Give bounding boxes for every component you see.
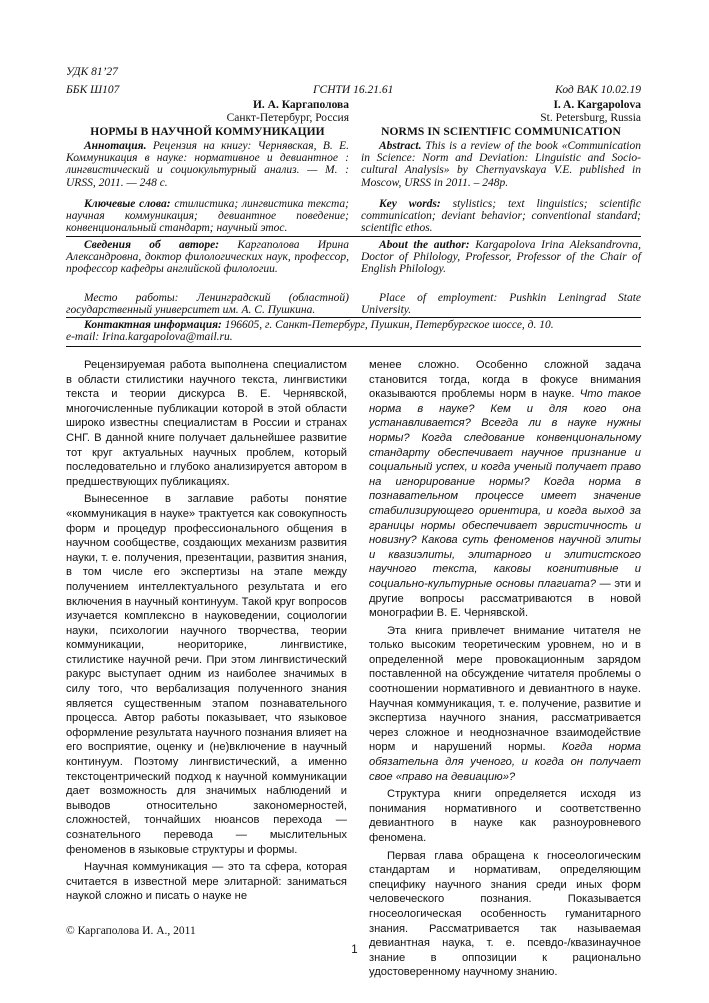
body-questions-italic: Что такое норма в науке? Кем и для кого она устанавливается? Всегда ли в науке нужны нормы? Когда следование конвенциональному стандарту обеспечивает научное признание и социальный успех, и когда ученый получает право на игнорирование нормы? Когда норма в познавательном процессе имеет значение стабилизирующего ориентира, и когда выход за границы нормы обеспечивает эвристичность и новизну? Какова суть феноменов научной элиты и квазиэлиты, элитарного и элитистского научного текста, каковы когнитивные и социально-культурные основы плагиата? xyxy=(369,388,642,590)
body-column-left xyxy=(66,358,347,907)
body-text: Эта книга привлечет внимание читателя не только высоким теоретическим уровнем, но и в определенной мере провокационным зарядом поставленной на обсуждение читателя проблемы о соотношении нормативного и девиантного в науке. Научная коммуникация, т. е. получение, развитие и экспертиза научного знания, рассматривается через сложное и неоднозначное взаимодействие норм и нарушений нормы. xyxy=(369,624,641,754)
body-paragraph: Структура книги определяется исходя из понимания нормативного и соответственно девиантного в науке как разноуровневого феномена. xyxy=(369,788,641,844)
body-text: менее сложно. Особенно сложной задача становится тогда, когда в фокусе внимания оказываются проблемы норм в науке. xyxy=(369,359,641,401)
body-paragraph xyxy=(369,624,641,785)
body-paragraph: Первая глава обращена к гносеологическим стандартам и нормативам, определяющим специфику научного знания среди иных форм человеческого познания. Показывается гносеологическая особенность гуманитарного знания. Рассматривается так называемая девиантная наука, т. е. псевдо-/квазинаучное знание в оппозиции к рационально удостоверенному научному знанию. xyxy=(369,849,641,979)
article-title-ru: НОРМЫ В НАУЧНОЙ КОММУНИКАЦИИ xyxy=(90,126,325,138)
abstract-label-en: Abstract. xyxy=(379,140,422,152)
about-text-en: Kargapolova Irina Aleksandrovna, Doctor of Philology, Professor, Professor of the Chair of English Philology. xyxy=(361,239,642,276)
body-paragraph: Вынесенное в заглавие работы понятие «коммуникация в науке» трактуется как совокупность форм и процедур профессионального общения в научном сообществе, создающих механизм развития науки, т. е. получения, презентации, развития знания, в том числе его экспертизы на этапе между получением интеллектуального результата и его включения в научный континуум. Такой круг вопросов изучается комплексно в науковедении, социологии науки, психологии научного творчества, теории коммуникации, неориторике, лингвистике, стилистике научной речи. При этом лингвистический ракурс выступает одним из наиболее значимых в силу того, что вербализация полученного знания является существенным этапом познавательного процесса. Автор работы показывает, что языковое оформление результата научного познания влияет на его восприятие, оценку и (не)включение в научный континуум. Поэтому лингвистический, а именно текстоцентрический подход к научной коммуникации дает возможность для значимых наблюдений и выводов относительно закономерностей, сложностей, тончайших нюансов перехода — сознательного перевода — мыслительных феноменов в языковые структуры и формы. xyxy=(66,493,347,856)
affiliation-en: St. Petersburg, Russia xyxy=(540,112,641,124)
place-of-work-ru: Место работы: Ленинградский (областной) государственный университет им. А. С. Пушкина. xyxy=(66,292,349,317)
keywords-text-en: stylistics; text linguistics; scientific communication; deviant behavior; conventional standard; scientific ethos. xyxy=(361,198,641,235)
body-paragraph: Научная коммуникация — это та сфера, которая считается в известной мере элитарной: заниматься наукой сложно и писать о науке не xyxy=(66,861,347,903)
author-name-en: I. A. Kargapolova xyxy=(553,99,641,111)
divider-top xyxy=(66,236,641,237)
affiliation-ru: Санкт-Петербург, Россия xyxy=(226,112,349,124)
copyright-notice: © Каргаполова И. А., 2011 xyxy=(66,925,196,937)
body-column-right xyxy=(369,358,641,983)
body-paragraph: Рецензируемая работа выполнена специалистом в области стилистики научного текста, лингвистики текста и теории дискурса В. Е. Чернявской, многочисленные публикации которой в этой области широко известны специалистам в России и странах СНГ. В данной книге получает дальнейшее развитие тот круг актуальных научных проблем, который последовательно и глубоко анализируется автором в предшествующих публикациях. xyxy=(66,359,347,488)
keywords-label-ru: Ключевые слова: xyxy=(84,198,171,210)
author-name-ru: И. А. Каргаполова xyxy=(252,99,349,111)
abstract-label-ru: Аннотация. xyxy=(84,140,147,152)
keywords-text-ru: стилистика; лингвистика текста; научная коммуникация; девиантное поведение; конвенциональный стандарт; научный этос. xyxy=(66,198,350,235)
divider-middle xyxy=(66,317,641,318)
abstract-text-en: This is a review of the book «Communication in Science: Norm and Deviation: Linguistic and Socio-cultural Analysis» by Chernyavskaya V.E. published in Moscow, URSS in 2011. – 248p. xyxy=(361,140,641,189)
about-label-ru: Сведения об авторе: xyxy=(84,239,220,251)
contact-label: Контактная информация: xyxy=(84,319,222,331)
divider-bottom xyxy=(66,346,641,347)
article-title-en: NORMS IN SCIENTIFIC COMMUNICATION xyxy=(381,126,621,138)
about-text-ru: Каргаполова Ирина Александровна, доктор филологических наук, профессор, профессор кафедры английской филологии. xyxy=(66,239,349,276)
about-author-en xyxy=(361,239,641,276)
about-label-en: About the author: xyxy=(379,239,470,251)
about-author-ru xyxy=(66,239,349,276)
udk-code: УДК 81’27 xyxy=(66,66,118,78)
contact-info xyxy=(66,319,641,343)
gsnti-code: ГСНТИ 16.21.61 xyxy=(313,84,394,96)
contact-email: e-mail: Irina.kargapolova@mail.ru. xyxy=(66,331,233,344)
place-of-work-en: Place of employment: Pushkin Leningrad State University. xyxy=(361,292,641,317)
keywords-en xyxy=(361,198,641,235)
page-number: 1 xyxy=(351,944,358,956)
keywords-label-en: Key words: xyxy=(379,198,441,210)
body-text: — эти и другие вопросы рассматриваются в новой монографии В. Е. Чернявской. xyxy=(369,577,641,620)
vak-code: Код ВАК 10.02.19 xyxy=(555,84,641,96)
contact-address: 196605, г. Санкт-Петербург, Пушкин, Петербургское шоссе, д. 10. xyxy=(221,319,554,331)
abstract-text-ru: Рецензия на книгу: Чернявская, В. Е. Коммуникация в науке: нормативное и девиантное : лингвистический и социокультурный анализ. — М. : URSS, 2011. — 248 с. xyxy=(66,140,349,189)
body-paragraph xyxy=(369,358,641,621)
abstract-en xyxy=(361,140,641,189)
bbk-code: ББК Ш107 xyxy=(66,84,120,96)
keywords-ru xyxy=(66,198,349,235)
abstract-ru xyxy=(66,140,349,189)
body-question-italic: Когда норма обязательна для ученого, и когда он получает свое «право на девиацию»? xyxy=(369,741,641,783)
